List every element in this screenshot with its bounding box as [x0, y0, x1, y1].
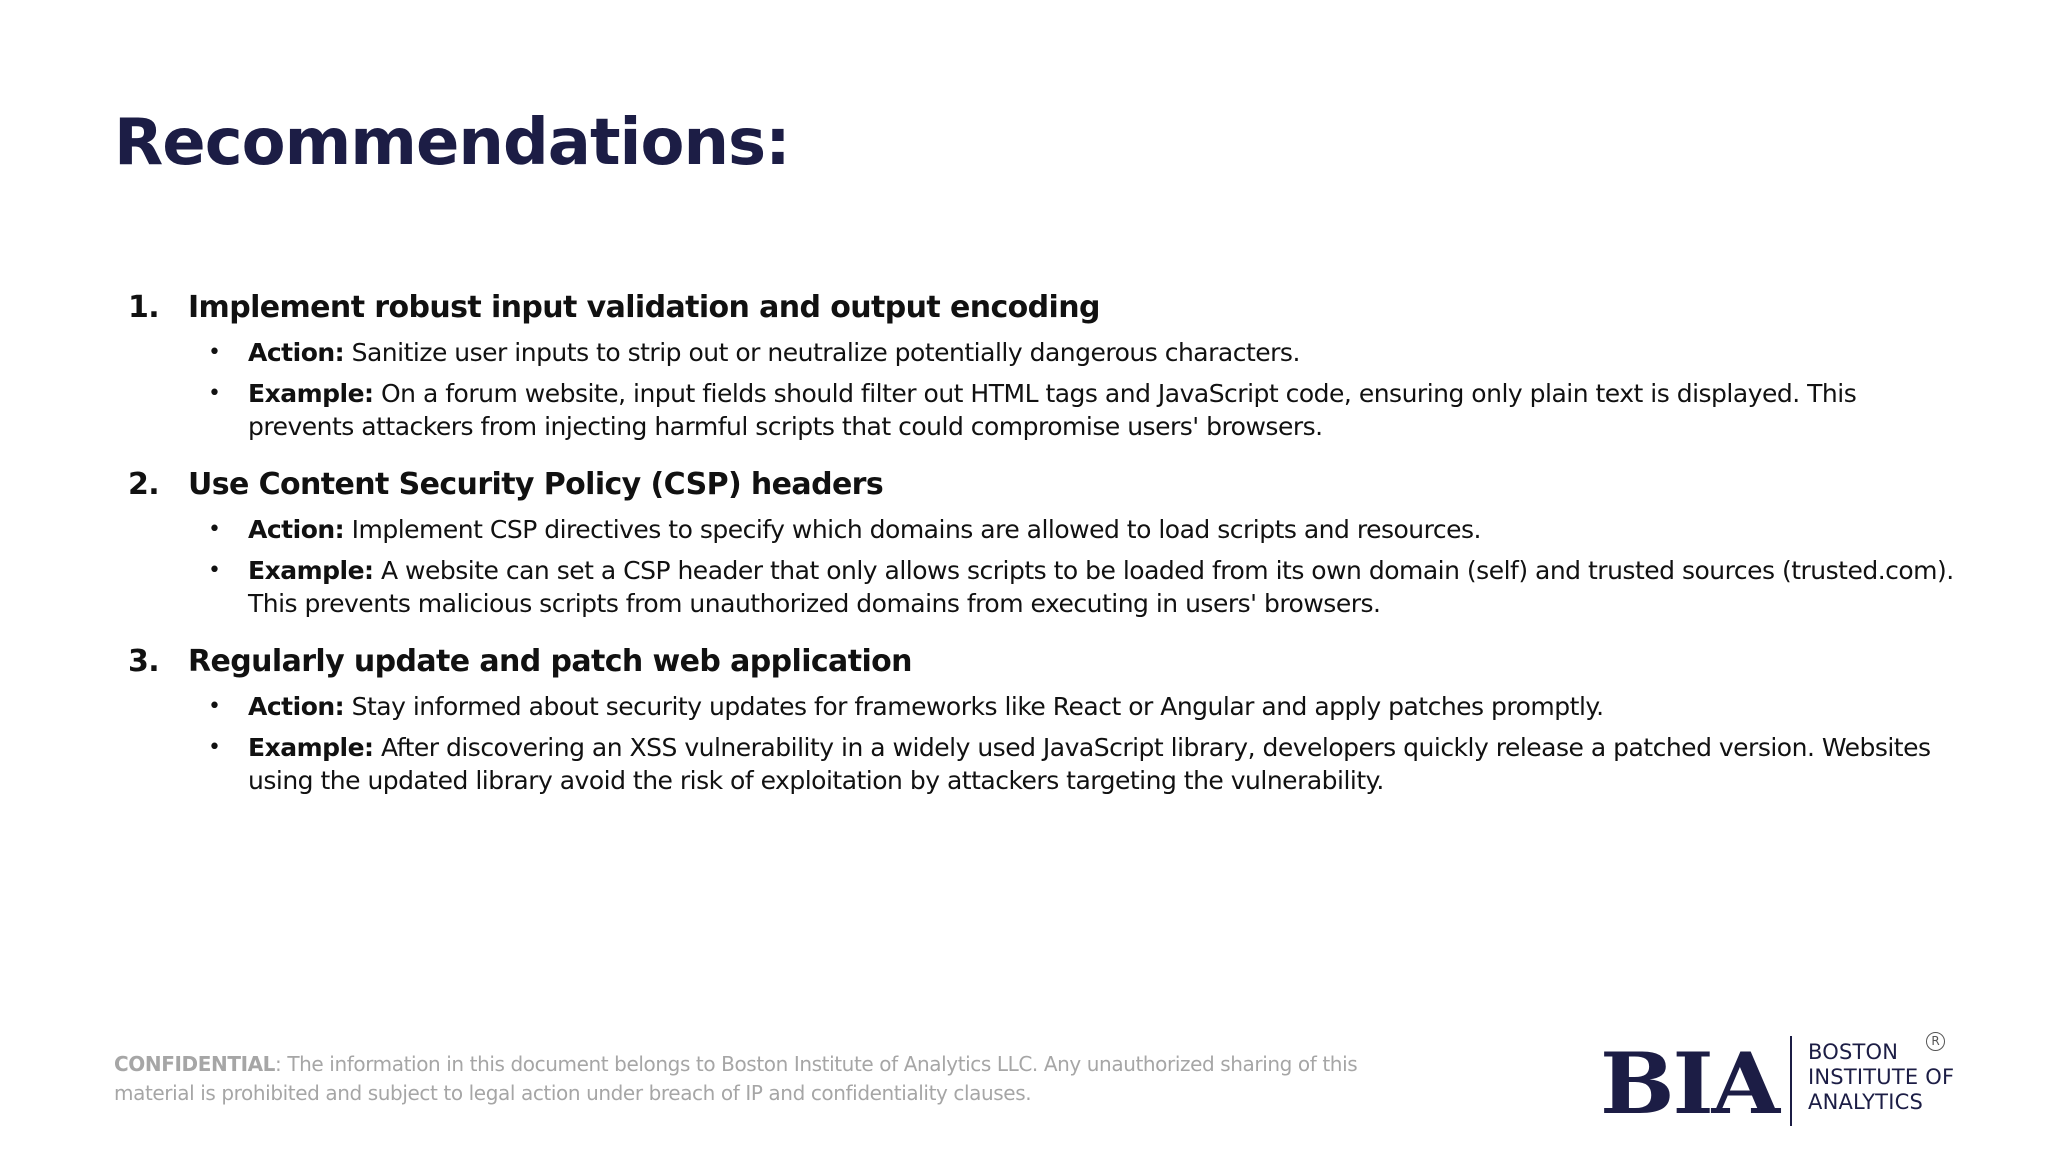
bullet-text — [248, 690, 1958, 723]
bullet-label: Example: — [248, 556, 374, 585]
bullet-item — [206, 513, 1958, 546]
recommendation-heading — [128, 642, 1958, 682]
recommendation-item — [128, 642, 1958, 797]
bullet-icon: • — [208, 694, 221, 719]
bullet-item — [206, 336, 1958, 369]
bullet-body: A website can set a CSP header that only allows scripts to be loaded from its own domain (self) and trusted sources (trusted.com). This prevents malicious scripts from unauthorized domains from executing in users' browsers. — [248, 556, 1954, 618]
recommendation-title: Use Content Security Policy (CSP) headers — [188, 467, 884, 502]
recommendation-heading — [128, 465, 1958, 505]
bullet-item — [206, 690, 1958, 723]
recommendation-title: Regularly update and patch web application — [188, 644, 912, 679]
logo-wordmark — [1808, 1040, 1954, 1115]
confidential-label: CONFIDENTIAL — [114, 1052, 276, 1076]
bullet-item — [206, 377, 1958, 443]
confidentiality-notice — [114, 1050, 1394, 1108]
bullet-text — [248, 336, 1958, 369]
recommendation-number: 2. — [128, 467, 160, 502]
bullet-item — [206, 554, 1958, 620]
slide-title: Recommendations: — [114, 106, 790, 180]
bullet-label: Example: — [248, 733, 374, 762]
bullet-icon: • — [208, 340, 221, 365]
recommendation-item — [128, 288, 1958, 443]
logo-mark: BIA — [1600, 1034, 1778, 1133]
recommendations-list — [128, 288, 1958, 819]
bullet-body: Implement CSP directives to specify which domains are allowed to load scripts and resources. — [344, 515, 1481, 544]
recommendation-number: 1. — [128, 290, 160, 325]
recommendation-item — [128, 465, 1958, 620]
bullet-label: Action: — [248, 692, 345, 721]
bullet-text — [248, 377, 1958, 443]
recommendation-number: 3. — [128, 644, 160, 679]
recommendation-title: Implement robust input validation and output encoding — [188, 290, 1100, 325]
bullet-text — [248, 731, 1958, 797]
logo-divider — [1790, 1036, 1792, 1126]
bullet-text — [248, 513, 1958, 546]
bullet-icon: • — [208, 517, 221, 542]
bullet-body: After discovering an XSS vulnerability in a widely used JavaScript library, developers quickly release a patched version. Websites using the updated library avoid the risk of exploitation by attackers targeting the vulnerability. — [248, 733, 1931, 795]
bullet-body: On a forum website, input fields should filter out HTML tags and JavaScript code, ensuring only plain text is displayed. This prevents attackers from injecting harmful scripts that could compromise users' browsers. — [248, 379, 1857, 441]
bullet-text — [248, 554, 1958, 620]
bullet-icon: • — [208, 558, 221, 583]
bullet-label: Example: — [248, 379, 374, 408]
bullet-body: Stay informed about security updates for frameworks like React or Angular and apply patches promptly. — [344, 692, 1604, 721]
bullet-label: Action: — [248, 515, 345, 544]
bullet-body: Sanitize user inputs to strip out or neutralize potentially dangerous characters. — [344, 338, 1300, 367]
logo-line-3: ANALYTICS — [1808, 1090, 1923, 1114]
registered-trademark-icon: R — [1926, 1032, 1945, 1051]
logo-line-2: INSTITUTE OF — [1808, 1065, 1955, 1089]
bia-logo — [1600, 1030, 1955, 1134]
bullet-icon: • — [208, 381, 221, 406]
bullet-item — [206, 731, 1958, 797]
bullet-icon: • — [208, 735, 221, 760]
confidential-text: : The information in this document belongs to Boston Institute of Analytics LLC. Any unauthorized sharing of this material is prohibited and subject to legal action under breach of IP and confidentiality clauses. — [114, 1052, 1358, 1105]
logo-line-1: BOSTON — [1808, 1040, 1899, 1064]
recommendation-heading — [128, 288, 1958, 328]
bullet-label: Action: — [248, 338, 345, 367]
